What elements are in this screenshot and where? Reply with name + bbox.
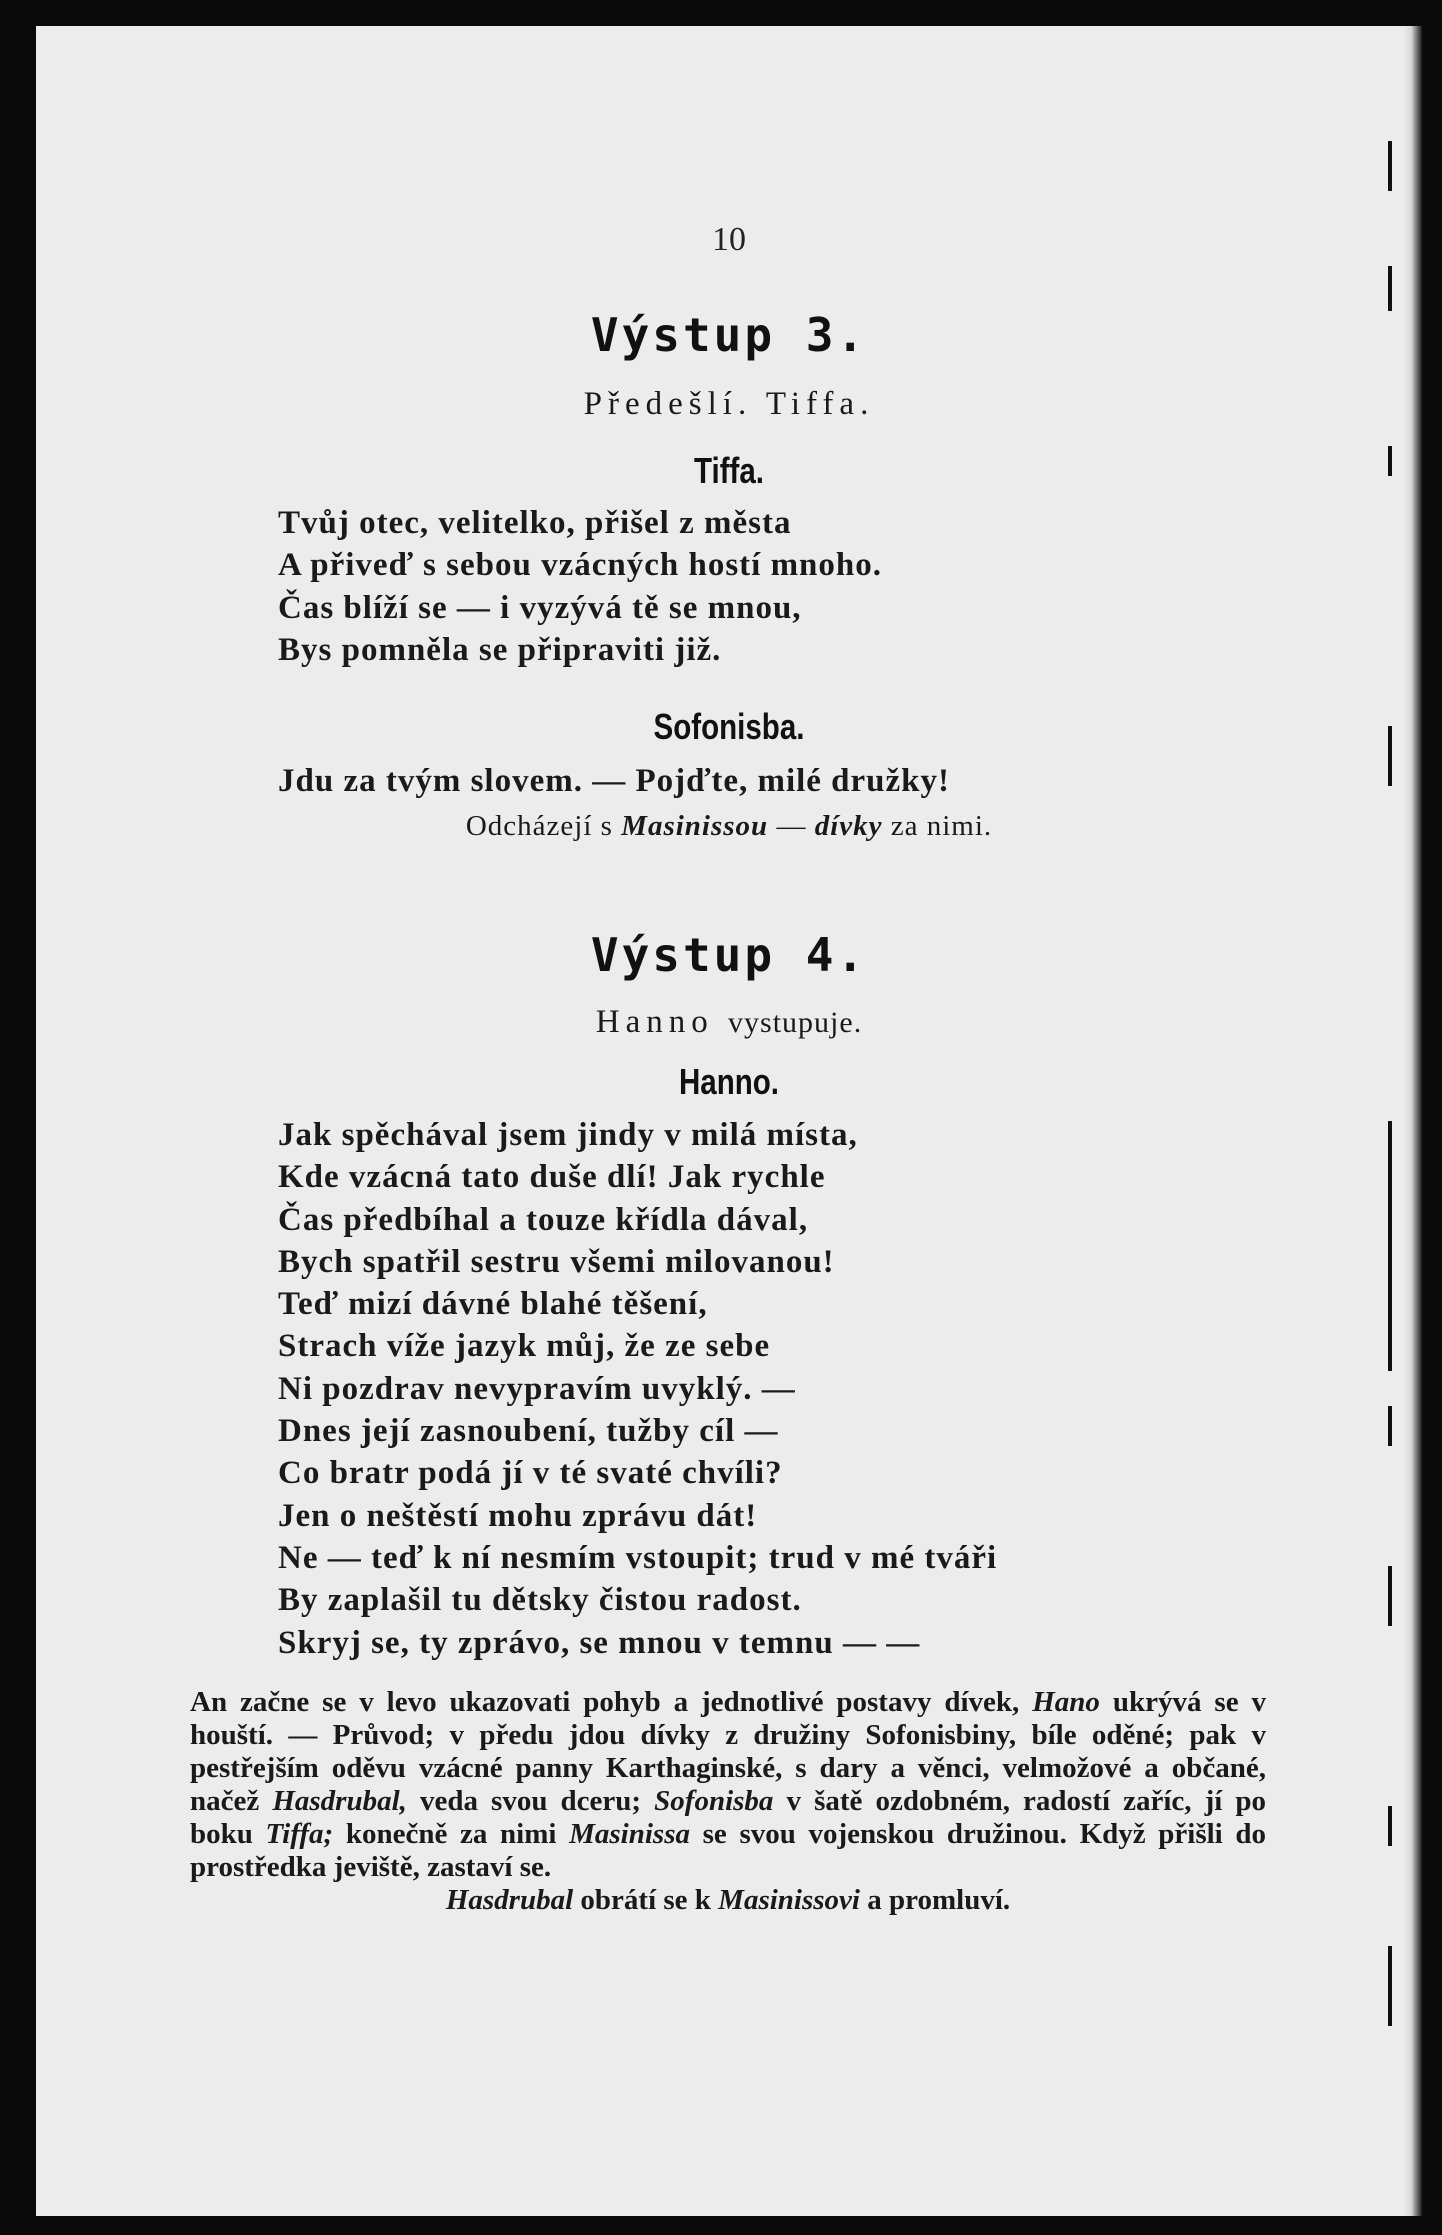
verse-line: A přiveď s sebou vzácných hostí mnoho. [278, 547, 883, 584]
verse-line: Kde vzácná tato duše dlí! Jak rychle [278, 1159, 826, 1196]
speaker-tiffa: Tiffa. [694, 450, 764, 491]
tiffa-verses [278, 502, 882, 671]
verse-line: By zaplašil tu dětsky čistou radost. [278, 1582, 802, 1619]
verse-line: Čas blíží se — i vyzývá tě se mnou, [278, 589, 802, 626]
verse-line: Skryj se, ty zprávo, se mnou v temnu — — [278, 1624, 921, 1661]
speaker-hanno: Hanno. [678, 1061, 780, 1102]
verse-line: Bych spatřil sestru všemi milovanou! [278, 1243, 835, 1280]
scene-3-heading: Výstup 3. [590, 308, 868, 362]
verse-line: Tvůj otec, velitelko, přišel z města [278, 505, 792, 541]
scene-4-heading: Výstup 4. [590, 928, 868, 982]
verse-line: Co bratr podá jí v té svaté chvíli? [278, 1455, 783, 1492]
verse-line: Jak spěchával jsem jindy v milá místa, [278, 1117, 858, 1153]
page-number: 10 [712, 221, 746, 258]
sofonisba-verse [278, 760, 950, 802]
scene-4-persons: Hanno vystupuje. [595, 1004, 863, 1040]
hanno-verses [278, 1114, 997, 1664]
book-page [36, 26, 1422, 2216]
verse-line: Jdu za tvým slovem. — Pojďte, milé družky! [278, 763, 951, 799]
stage-direction-last-line: Hasdrubal obrátí se k Masinissovi a promluví. [445, 1884, 1011, 1916]
scene-3-persons: Předešlí. Tiffa. [583, 386, 875, 422]
verse-line: Dnes její zasnoubení, tužby cíl — [278, 1413, 779, 1450]
stage-direction-exit: Odcházejí s Masinissou — dívky za nimi. [465, 810, 993, 842]
verse-line: Ni pozdrav nevypravím uvyklý. — [278, 1370, 796, 1407]
verse-line: Teď mizí dávné blahé těšení, [278, 1286, 708, 1323]
verse-line: Strach víže jazyk můj, že ze sebe [278, 1328, 771, 1365]
verse-line: Čas předbíhal a touze křídla dával, [278, 1201, 809, 1238]
verse-line: Bys pomněla se připraviti již. [278, 631, 722, 668]
speaker-sofonisba: Sofonisba. [653, 706, 805, 747]
verse-line: Ne — teď k ní nesmím vstoupit; trud v mé tváři [278, 1539, 998, 1576]
stage-direction-procession: An začne se v levo ukazovati pohyb a jednotlivé postavy dívek, Hano ukrývá se v houští. — Průvod; v předu jdou dívky z družiny Sofonisbiny, bíle oděné; pak v pestřejším oděvu vzácné panny Karthaginské, s dary a věnci, velmožové a občané, načež Hasdrubal, veda svou dceru; Sofonisba v šatě ozdobném, radostí zaříc, jí po boku Tiffa; konečně za nimi Masinissa se svou vojenskou družinou. Když přišli do prostředka jeviště, zastaví se. Hasdrubal obrátí se k Masinissovi a promluví. [190, 1686, 1267, 1916]
verse-line: Jen o neštěstí mohu zprávu dát! [278, 1497, 758, 1534]
